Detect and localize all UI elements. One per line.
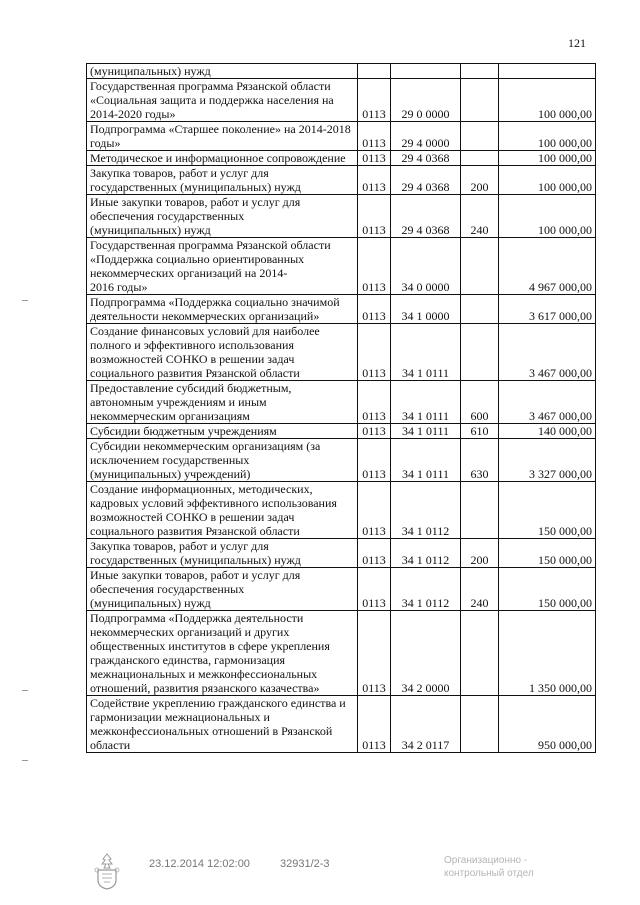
row-amount: 4 967 000,00 <box>499 238 596 295</box>
row-section-code: 0113 <box>358 439 391 482</box>
row-target-code: 29 4 0368 <box>391 166 461 195</box>
row-amount: 150 000,00 <box>499 568 596 611</box>
row-target-code: 29 4 0368 <box>391 195 461 238</box>
row-expense-type <box>461 79 499 122</box>
row-section-code: 0113 <box>358 166 391 195</box>
row-amount: 3 327 000,00 <box>499 439 596 482</box>
table-row <box>87 568 596 611</box>
table-row <box>87 166 596 195</box>
margin-mark <box>22 760 28 761</box>
table-row <box>87 295 596 324</box>
table-row <box>87 324 596 381</box>
row-expense-type <box>461 151 499 166</box>
row-amount: 950 000,00 <box>499 696 596 753</box>
row-name: Создание финансовых условий для наиболее полного и эффективного использования возможностей СОНКО в решении задач социального развития Рязанской области <box>87 324 358 381</box>
row-name: Государственная программа Рязанской области «Социальная защита и поддержка населения на 2014-2020 годы» <box>87 79 358 122</box>
row-expense-type: 600 <box>461 381 499 424</box>
row-section-code: 0113 <box>358 424 391 439</box>
row-amount: 3 467 000,00 <box>499 381 596 424</box>
table-row <box>87 424 596 439</box>
row-section-code: 0113 <box>358 696 391 753</box>
row-amount: 150 000,00 <box>499 539 596 568</box>
table-row <box>87 79 596 122</box>
row-name: Закупка товаров, работ и услуг для государственных (муниципальных) нужд <box>87 166 358 195</box>
budget-table-body <box>87 64 596 753</box>
row-target-code: 34 1 0112 <box>391 539 461 568</box>
row-name: Субсидии бюджетным учреждениям <box>87 424 358 439</box>
budget-table <box>86 63 596 753</box>
margin-mark <box>22 300 28 301</box>
row-section-code: 0113 <box>358 122 391 151</box>
row-amount: 1 350 000,00 <box>499 611 596 696</box>
row-section-code: 0113 <box>358 295 391 324</box>
row-target-code: 34 2 0117 <box>391 696 461 753</box>
table-row <box>87 482 596 539</box>
row-section-code: 0113 <box>358 611 391 696</box>
table-row <box>87 539 596 568</box>
row-target-code <box>391 64 461 79</box>
footer <box>0 852 640 892</box>
row-target-code: 34 1 0112 <box>391 568 461 611</box>
row-section-code: 0113 <box>358 324 391 381</box>
table-row <box>87 122 596 151</box>
row-name: (муниципальных) нужд <box>87 64 358 79</box>
row-target-code: 34 0 0000 <box>391 238 461 295</box>
row-target-code: 34 1 0000 <box>391 295 461 324</box>
row-amount: 100 000,00 <box>499 122 596 151</box>
row-target-code: 34 1 0111 <box>391 424 461 439</box>
row-expense-type <box>461 238 499 295</box>
row-target-code: 34 1 0111 <box>391 439 461 482</box>
row-section-code: 0113 <box>358 238 391 295</box>
row-expense-type <box>461 611 499 696</box>
row-name: Методическое и информационное сопровождение <box>87 151 358 166</box>
row-target-code: 29 4 0368 <box>391 151 461 166</box>
row-target-code: 34 1 0111 <box>391 381 461 424</box>
row-target-code: 34 2 0000 <box>391 611 461 696</box>
row-expense-type: 200 <box>461 539 499 568</box>
row-expense-type: 240 <box>461 195 499 238</box>
row-section-code: 0113 <box>358 79 391 122</box>
row-name: Подпрограмма «Поддержка деятельности некоммерческих организаций и других общественных институтов в сфере укрепления гражданского единства, гармонизация межнациональных и межконфессиональных отношений, развития рязанского казачества» <box>87 611 358 696</box>
row-amount: 3 617 000,00 <box>499 295 596 324</box>
row-name: Иные закупки товаров, работ и услуг для обеспечения государственных (муниципальных) нужд <box>87 195 358 238</box>
margin-mark <box>22 690 28 691</box>
row-expense-type <box>461 696 499 753</box>
row-name: Создание информационных, методических, кадровых условий эффективного использования возможностей СОНКО в решении задач социального развития Рязанской области <box>87 482 358 539</box>
coat-of-arms-seal-icon <box>92 852 122 890</box>
row-amount: 140 000,00 <box>499 424 596 439</box>
row-name: Содействие укреплению гражданского единства и гармонизации межнациональных и межконфессиональных отношений в Рязанской области <box>87 696 358 753</box>
row-section-code: 0113 <box>358 151 391 166</box>
row-name: Субсидии некоммерческим организациям (за исключением государственных (муниципальных) учреждений) <box>87 439 358 482</box>
row-section-code: 0113 <box>358 381 391 424</box>
row-name: Подпрограмма «Поддержка социально значимой деятельности некоммерческих организаций» <box>87 295 358 324</box>
row-expense-type <box>461 122 499 151</box>
row-target-code: 29 4 0000 <box>391 122 461 151</box>
row-name: Предоставление субсидий бюджетным, автономным учреждениям и иным некоммерческим организациям <box>87 381 358 424</box>
row-amount: 100 000,00 <box>499 166 596 195</box>
row-expense-type <box>461 482 499 539</box>
row-amount <box>499 64 596 79</box>
table-row <box>87 151 596 166</box>
row-name: Государственная программа Рязанской области «Поддержка социально ориентированных некоммерческих организаций на 2014- 2016 годы» <box>87 238 358 295</box>
table-row <box>87 64 596 79</box>
row-name: Подпрограмма «Старшее поколение» на 2014-2018 годы» <box>87 122 358 151</box>
footer-date: 23.12.2014 12:02:00 <box>149 858 250 870</box>
table-row <box>87 611 596 696</box>
table-row <box>87 696 596 753</box>
row-amount: 3 467 000,00 <box>499 324 596 381</box>
row-name: Иные закупки товаров, работ и услуг для обеспечения государственных (муниципальных) нужд <box>87 568 358 611</box>
footer-document-code: 32931/2-3 <box>280 858 330 870</box>
row-target-code: 34 1 0111 <box>391 324 461 381</box>
row-name: Закупка товаров, работ и услуг для государственных (муниципальных) нужд <box>87 539 358 568</box>
table-row <box>87 195 596 238</box>
row-amount: 150 000,00 <box>499 482 596 539</box>
row-expense-type: 240 <box>461 568 499 611</box>
row-expense-type <box>461 324 499 381</box>
footer-department-stamp: Организационно - контрольный отдел <box>444 855 534 879</box>
row-expense-type: 630 <box>461 439 499 482</box>
table-row <box>87 238 596 295</box>
table-row <box>87 439 596 482</box>
row-expense-type: 200 <box>461 166 499 195</box>
row-expense-type <box>461 295 499 324</box>
row-amount: 100 000,00 <box>499 195 596 238</box>
row-expense-type: 610 <box>461 424 499 439</box>
row-section-code: 0113 <box>358 539 391 568</box>
page-number: 121 <box>568 36 586 50</box>
row-section-code: 0113 <box>358 568 391 611</box>
row-section-code <box>358 64 391 79</box>
row-amount: 100 000,00 <box>499 151 596 166</box>
row-section-code: 0113 <box>358 482 391 539</box>
row-expense-type <box>461 64 499 79</box>
row-target-code: 29 0 0000 <box>391 79 461 122</box>
row-target-code: 34 1 0112 <box>391 482 461 539</box>
row-section-code: 0113 <box>358 195 391 238</box>
row-amount: 100 000,00 <box>499 79 596 122</box>
table-row <box>87 381 596 424</box>
